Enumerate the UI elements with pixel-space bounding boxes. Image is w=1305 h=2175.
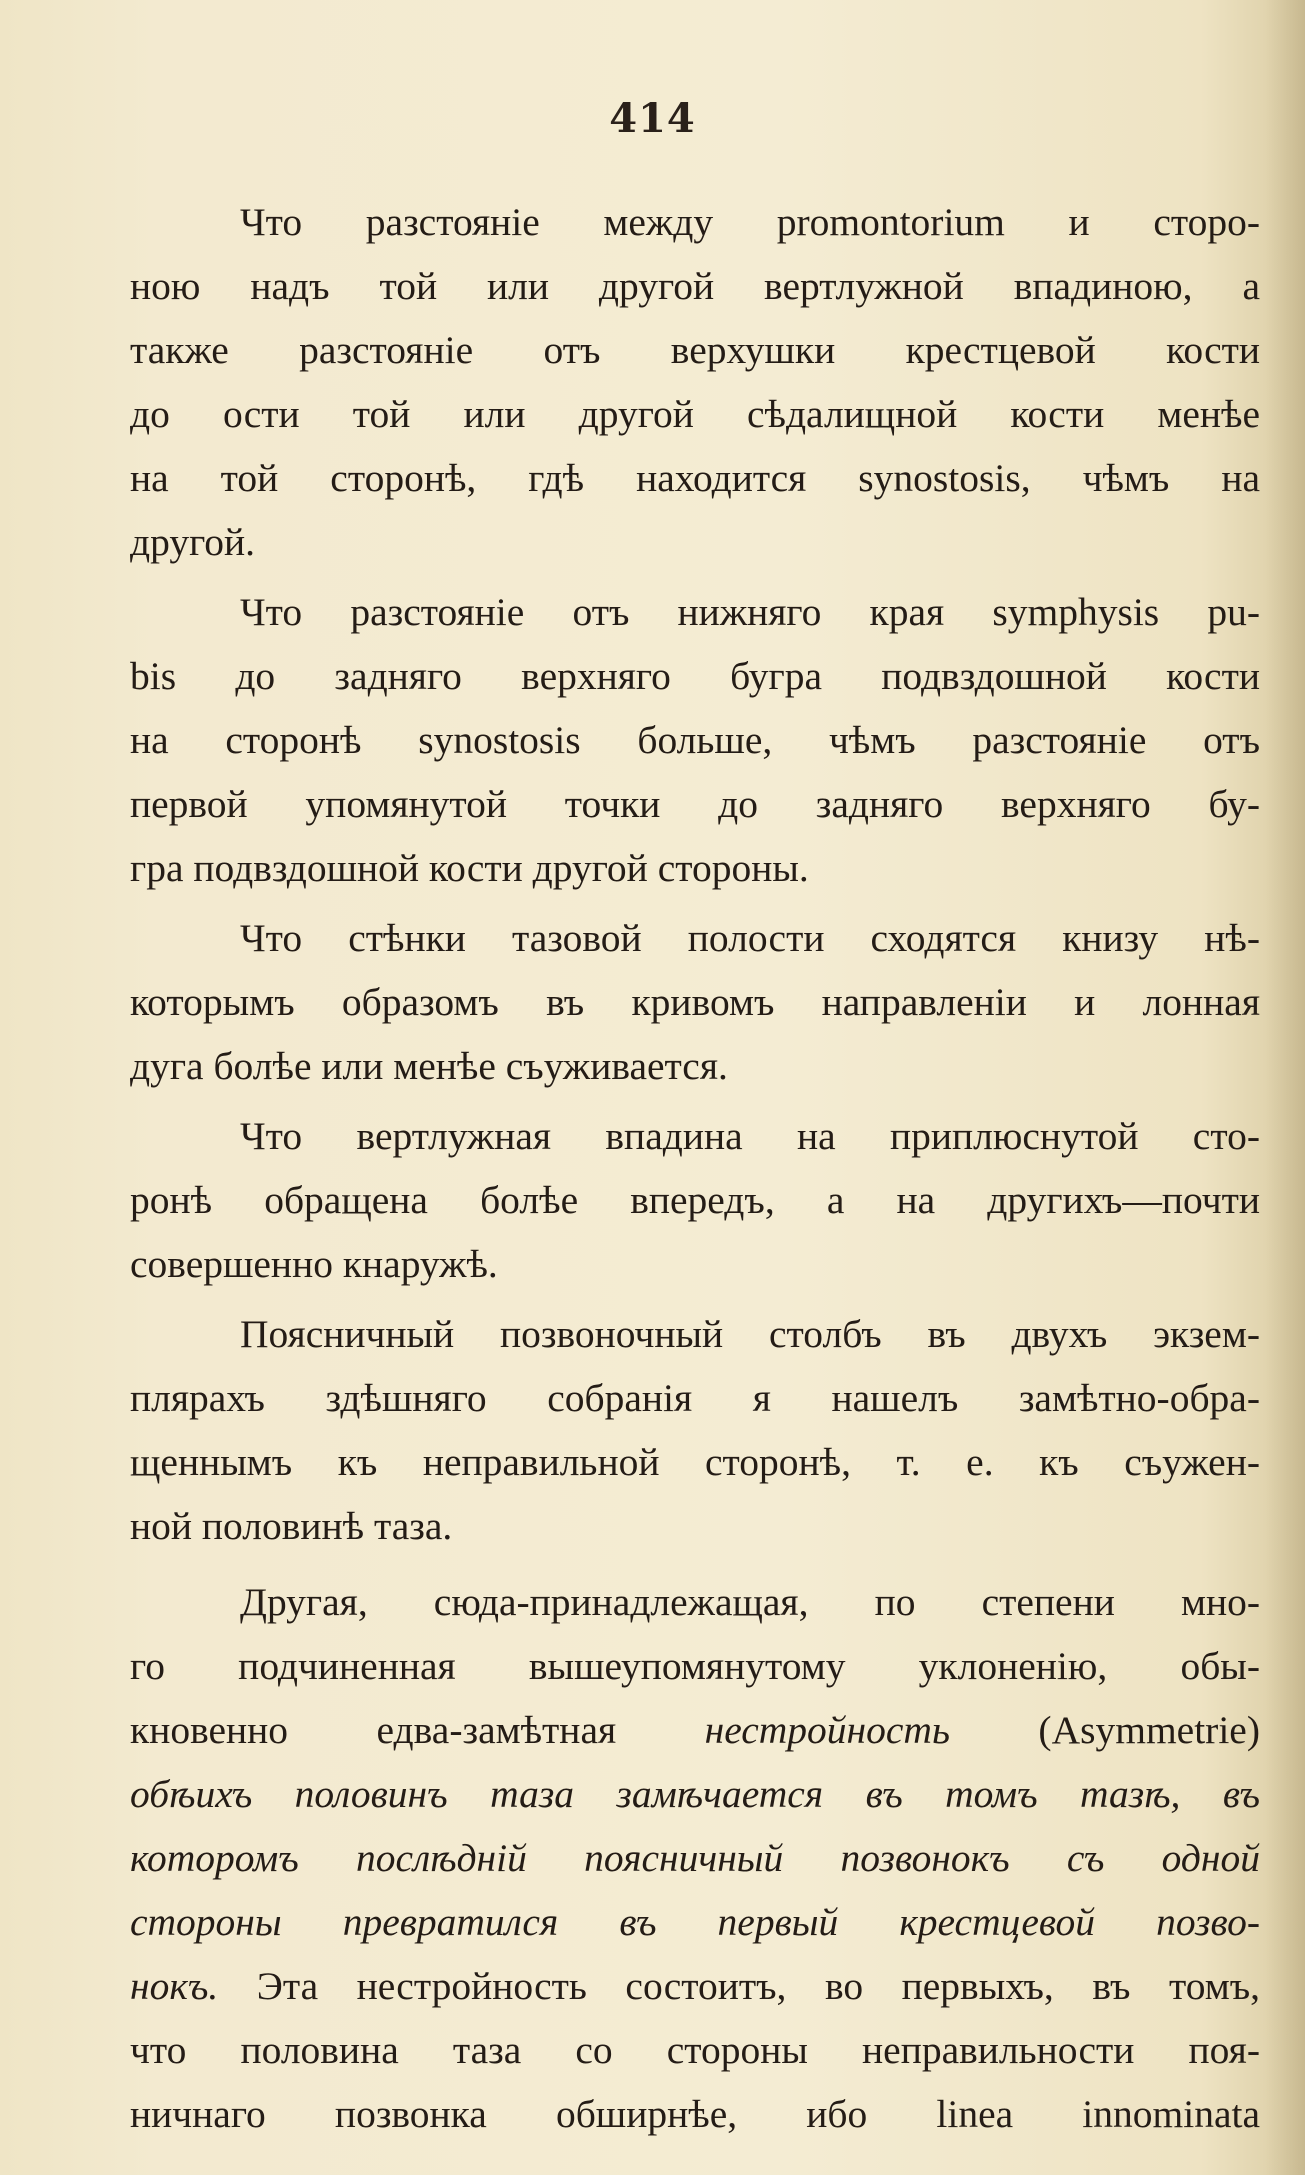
page-edge-shadow xyxy=(1265,0,1305,2175)
text-line: щеннымъ къ неправильной сторонѣ, т. е. къ съужен- xyxy=(130,1440,1260,1484)
text-line: до ости той или другой сѣдалищной кости менѣе xyxy=(130,392,1260,436)
text-line: Что вертлужная впадина на приплюснутой сто- xyxy=(240,1114,1260,1158)
italic-term: нестройность xyxy=(704,1708,950,1752)
text-line: гра подвздошной кости другой стороны. xyxy=(130,846,809,890)
text-line: плярахъ здѣшняго собранiя я нашелъ замѣтно-обра- xyxy=(130,1376,1260,1420)
text-run: (Asymmetrie) xyxy=(1038,1708,1260,1752)
text-line: ничнаго позвонка обширнѣе, ибо linea innominata xyxy=(130,2092,1260,2136)
text-line: Что стѣнки тазовой полости сходятся книзу нѣ- xyxy=(240,916,1260,960)
text-line: Что разстоянiе отъ нижняго края symphysis pu- xyxy=(240,590,1260,634)
text-line: Другая, сюда-принадлежащая, по степени мно- xyxy=(240,1580,1260,1624)
text-line: которымъ образомъ въ кривомъ направленiи и лонная xyxy=(130,980,1260,1024)
text-line: совершенно кнаружѣ. xyxy=(130,1242,498,1286)
text-line-mixed xyxy=(130,1698,1260,1762)
text-line: ной половинѣ таза. xyxy=(130,1504,453,1548)
italic-line: обѣихъ половинъ таза замѣчается въ томъ тазѣ, въ xyxy=(130,1772,1260,1816)
text-line: первой упомянутой точки до задняго верхняго бу- xyxy=(130,782,1260,826)
page-number: 414 xyxy=(609,95,696,142)
text-line: ною надъ той или другой вертлужной впадиною, а xyxy=(130,264,1260,308)
text-line-mixed xyxy=(130,1954,1260,2018)
text-line: Поясничный позвоночный столбъ въ двухъ экзем- xyxy=(240,1312,1260,1356)
text-line: bis до задняго верхняго бугра подвздошной кости xyxy=(130,654,1260,698)
text-line: на сторонѣ synostosis больше, чѣмъ разстоянiе отъ xyxy=(130,718,1260,762)
text-line: го подчиненная вышеупомянутому уклоненiю, обы- xyxy=(130,1644,1260,1688)
text-run: Эта нестройность состоитъ, во первыхъ, въ томъ, xyxy=(256,1964,1260,2008)
text-line: дуга болѣе или менѣе съуживается. xyxy=(130,1044,728,1088)
text-line: Что разстоянiе между promontorium и сторо- xyxy=(240,200,1260,244)
italic-line: стороны превратился въ первый крестцевой позво- xyxy=(130,1900,1260,1944)
text-run: кновенно едва-замѣтная xyxy=(130,1708,617,1752)
text-line: на той сторонѣ, гдѣ находится synostosis, чѣмъ на xyxy=(130,456,1260,500)
text-line: что половина таза со стороны неправильности поя- xyxy=(130,2028,1260,2072)
italic-term: нокъ. xyxy=(130,1964,219,2008)
text-line: также разстоянiе отъ верхушки крестцевой кости xyxy=(130,328,1260,372)
italic-line: которомъ послѣднiй поясничный позвонокъ съ одной xyxy=(130,1836,1260,1880)
body-text xyxy=(130,190,1260,2146)
text-line: ронѣ обращена болѣе впередъ, а на другихъ—почти xyxy=(130,1178,1260,1222)
text-line: другой. xyxy=(130,520,256,564)
